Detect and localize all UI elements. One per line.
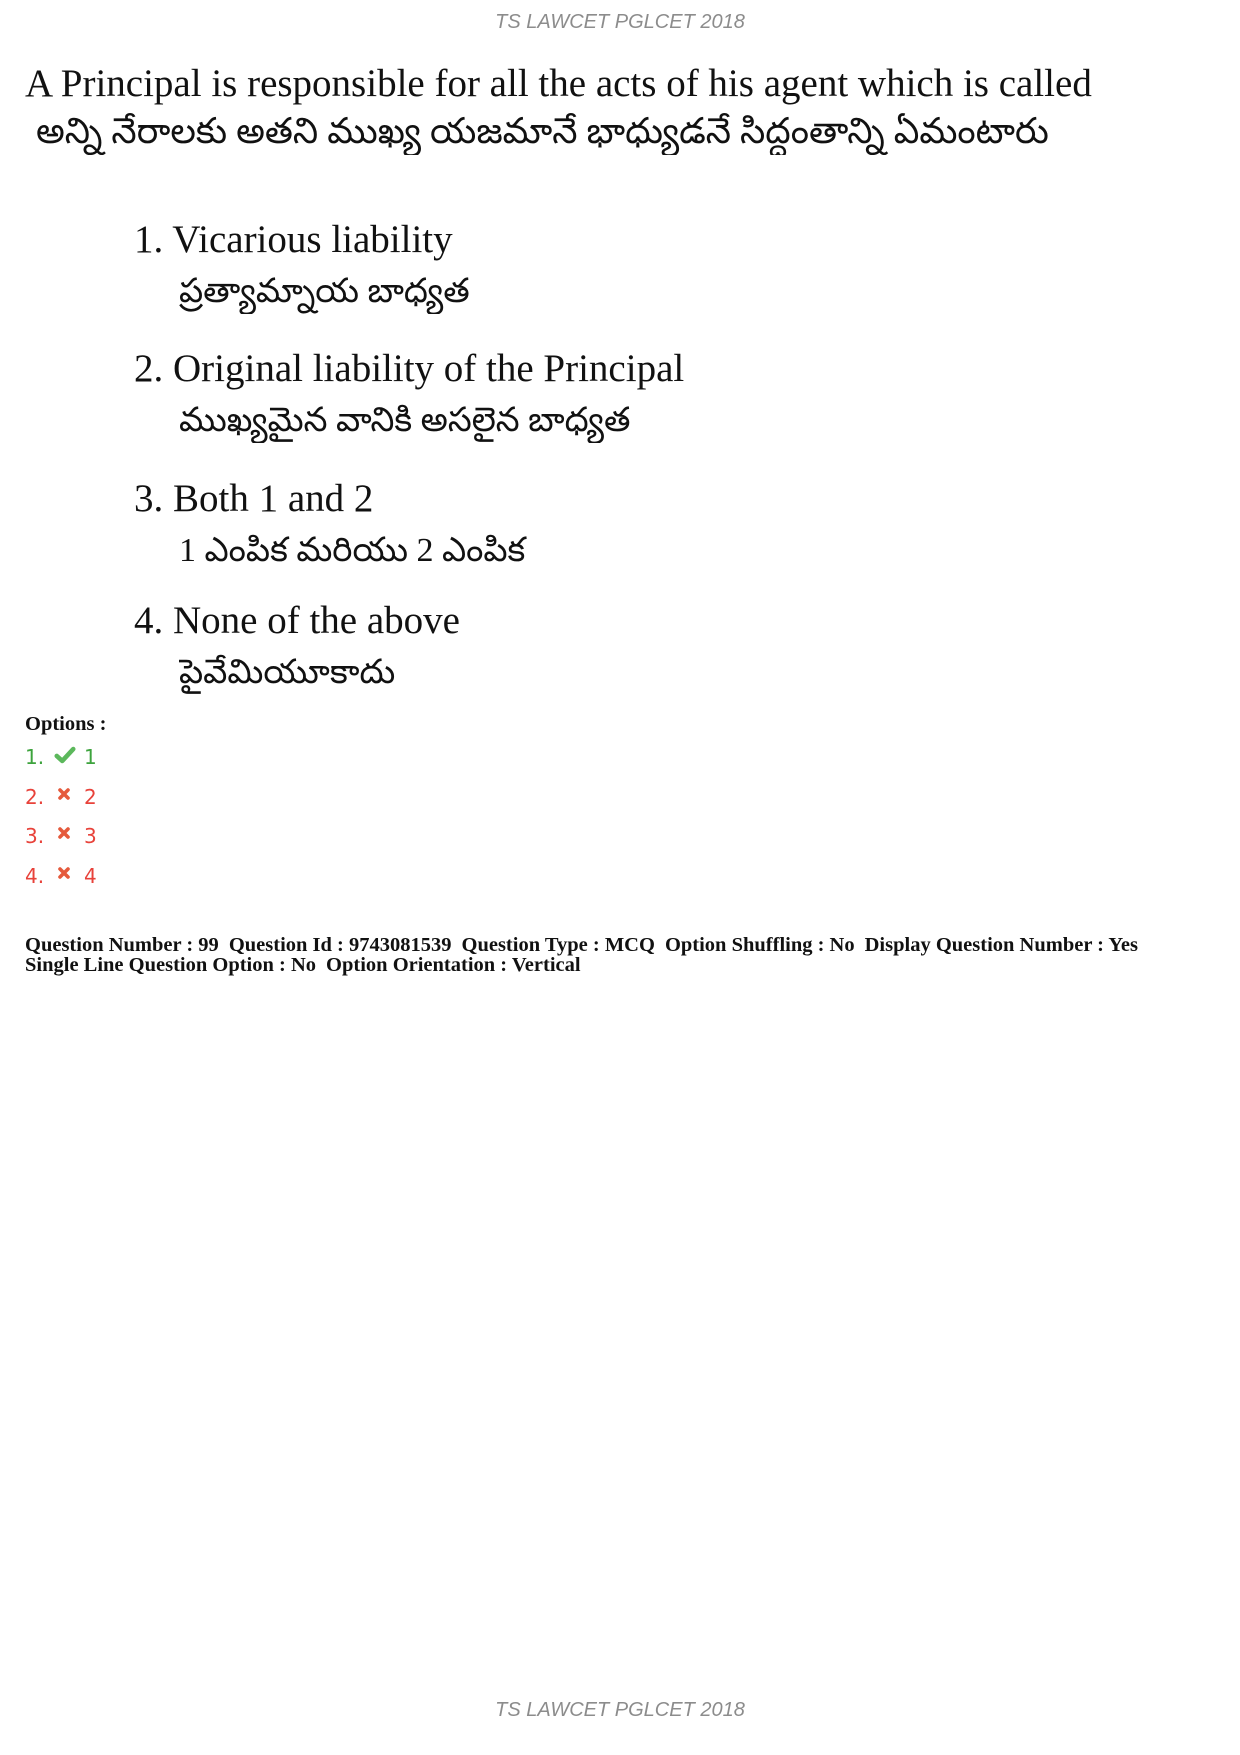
question-text-english: A Principal is responsible for all the acts of his agent which is called bbox=[25, 62, 1092, 105]
meta-question-id: Question Id : 9743081539 bbox=[228, 934, 452, 956]
choice-english bbox=[134, 345, 684, 393]
meta-question-type: Question Type : MCQ bbox=[461, 934, 655, 956]
question-meta-line-2 bbox=[25, 955, 581, 975]
meta-option-shuffling: Option Shuffling : No bbox=[664, 934, 855, 956]
choice-label-telugu: 1 ఎంపిక మరియు 2 ఎంపిక bbox=[179, 532, 526, 569]
choice-number: 4. bbox=[134, 599, 164, 642]
choice-label-english: Both 1 and 2 bbox=[173, 477, 374, 520]
meta-question-number: Question Number : 99 bbox=[25, 934, 219, 956]
choice-3 bbox=[134, 475, 1214, 585]
question-meta-line-1 bbox=[25, 935, 1138, 955]
choice-label-english: None of the above bbox=[173, 599, 460, 642]
choice-number: 1. bbox=[134, 218, 164, 261]
answer-option-number: 1. bbox=[25, 745, 45, 769]
choice-number: 3. bbox=[134, 477, 164, 520]
choice-label-telugu: ముఖ్యమైన వానికి అసలైన బాధ్యత bbox=[179, 402, 631, 439]
page-footer: TS LAWCET PGLCET 2018 bbox=[495, 1699, 745, 1721]
answer-option-value: 1 bbox=[84, 745, 97, 769]
choice-2 bbox=[134, 345, 1214, 455]
cross-icon bbox=[57, 826, 71, 840]
answer-option-value: 2 bbox=[84, 785, 97, 809]
answer-option-number: 4. bbox=[25, 864, 45, 888]
options-heading: Options : bbox=[25, 713, 107, 735]
question-text-telugu: అన్ని నేరాలకు అతని ముఖ్య యజమానే భాధ్యుడనే సిద్ధంతాన్ని ఏమంటారు bbox=[36, 111, 1049, 151]
check-icon bbox=[54, 745, 76, 765]
choice-label-telugu: ప్రత్యామ్నాయ బాధ్యత bbox=[179, 273, 470, 310]
answer-option-row bbox=[25, 782, 225, 812]
choice-label-telugu: పైవేమియూకాదు bbox=[179, 654, 396, 691]
choice-english bbox=[134, 475, 373, 523]
cross-icon bbox=[57, 787, 71, 801]
cross-icon bbox=[57, 866, 71, 880]
choice-english bbox=[134, 597, 460, 645]
choice-label-english: Vicarious liability bbox=[172, 218, 453, 261]
page-header: TS LAWCET PGLCET 2018 bbox=[495, 11, 745, 33]
choice-label-english: Original liability of the Principal bbox=[173, 347, 685, 390]
choice-4 bbox=[134, 597, 1214, 707]
meta-single-line-option: Single Line Question Option : No bbox=[25, 954, 317, 976]
answer-option-row bbox=[25, 821, 225, 851]
answer-option-value: 4 bbox=[84, 864, 97, 888]
answer-option-number: 2. bbox=[25, 785, 45, 809]
meta-display-question-number: Display Question Number : Yes bbox=[864, 934, 1138, 956]
choice-english bbox=[134, 216, 453, 264]
answer-option-value: 3 bbox=[84, 824, 97, 848]
answer-option-number: 3. bbox=[25, 824, 45, 848]
choice-number: 2. bbox=[134, 347, 164, 390]
answer-option-row bbox=[25, 861, 225, 891]
meta-option-orientation: Option Orientation : Vertical bbox=[326, 954, 581, 976]
answer-option-row bbox=[25, 742, 225, 772]
choice-1 bbox=[134, 216, 1214, 326]
